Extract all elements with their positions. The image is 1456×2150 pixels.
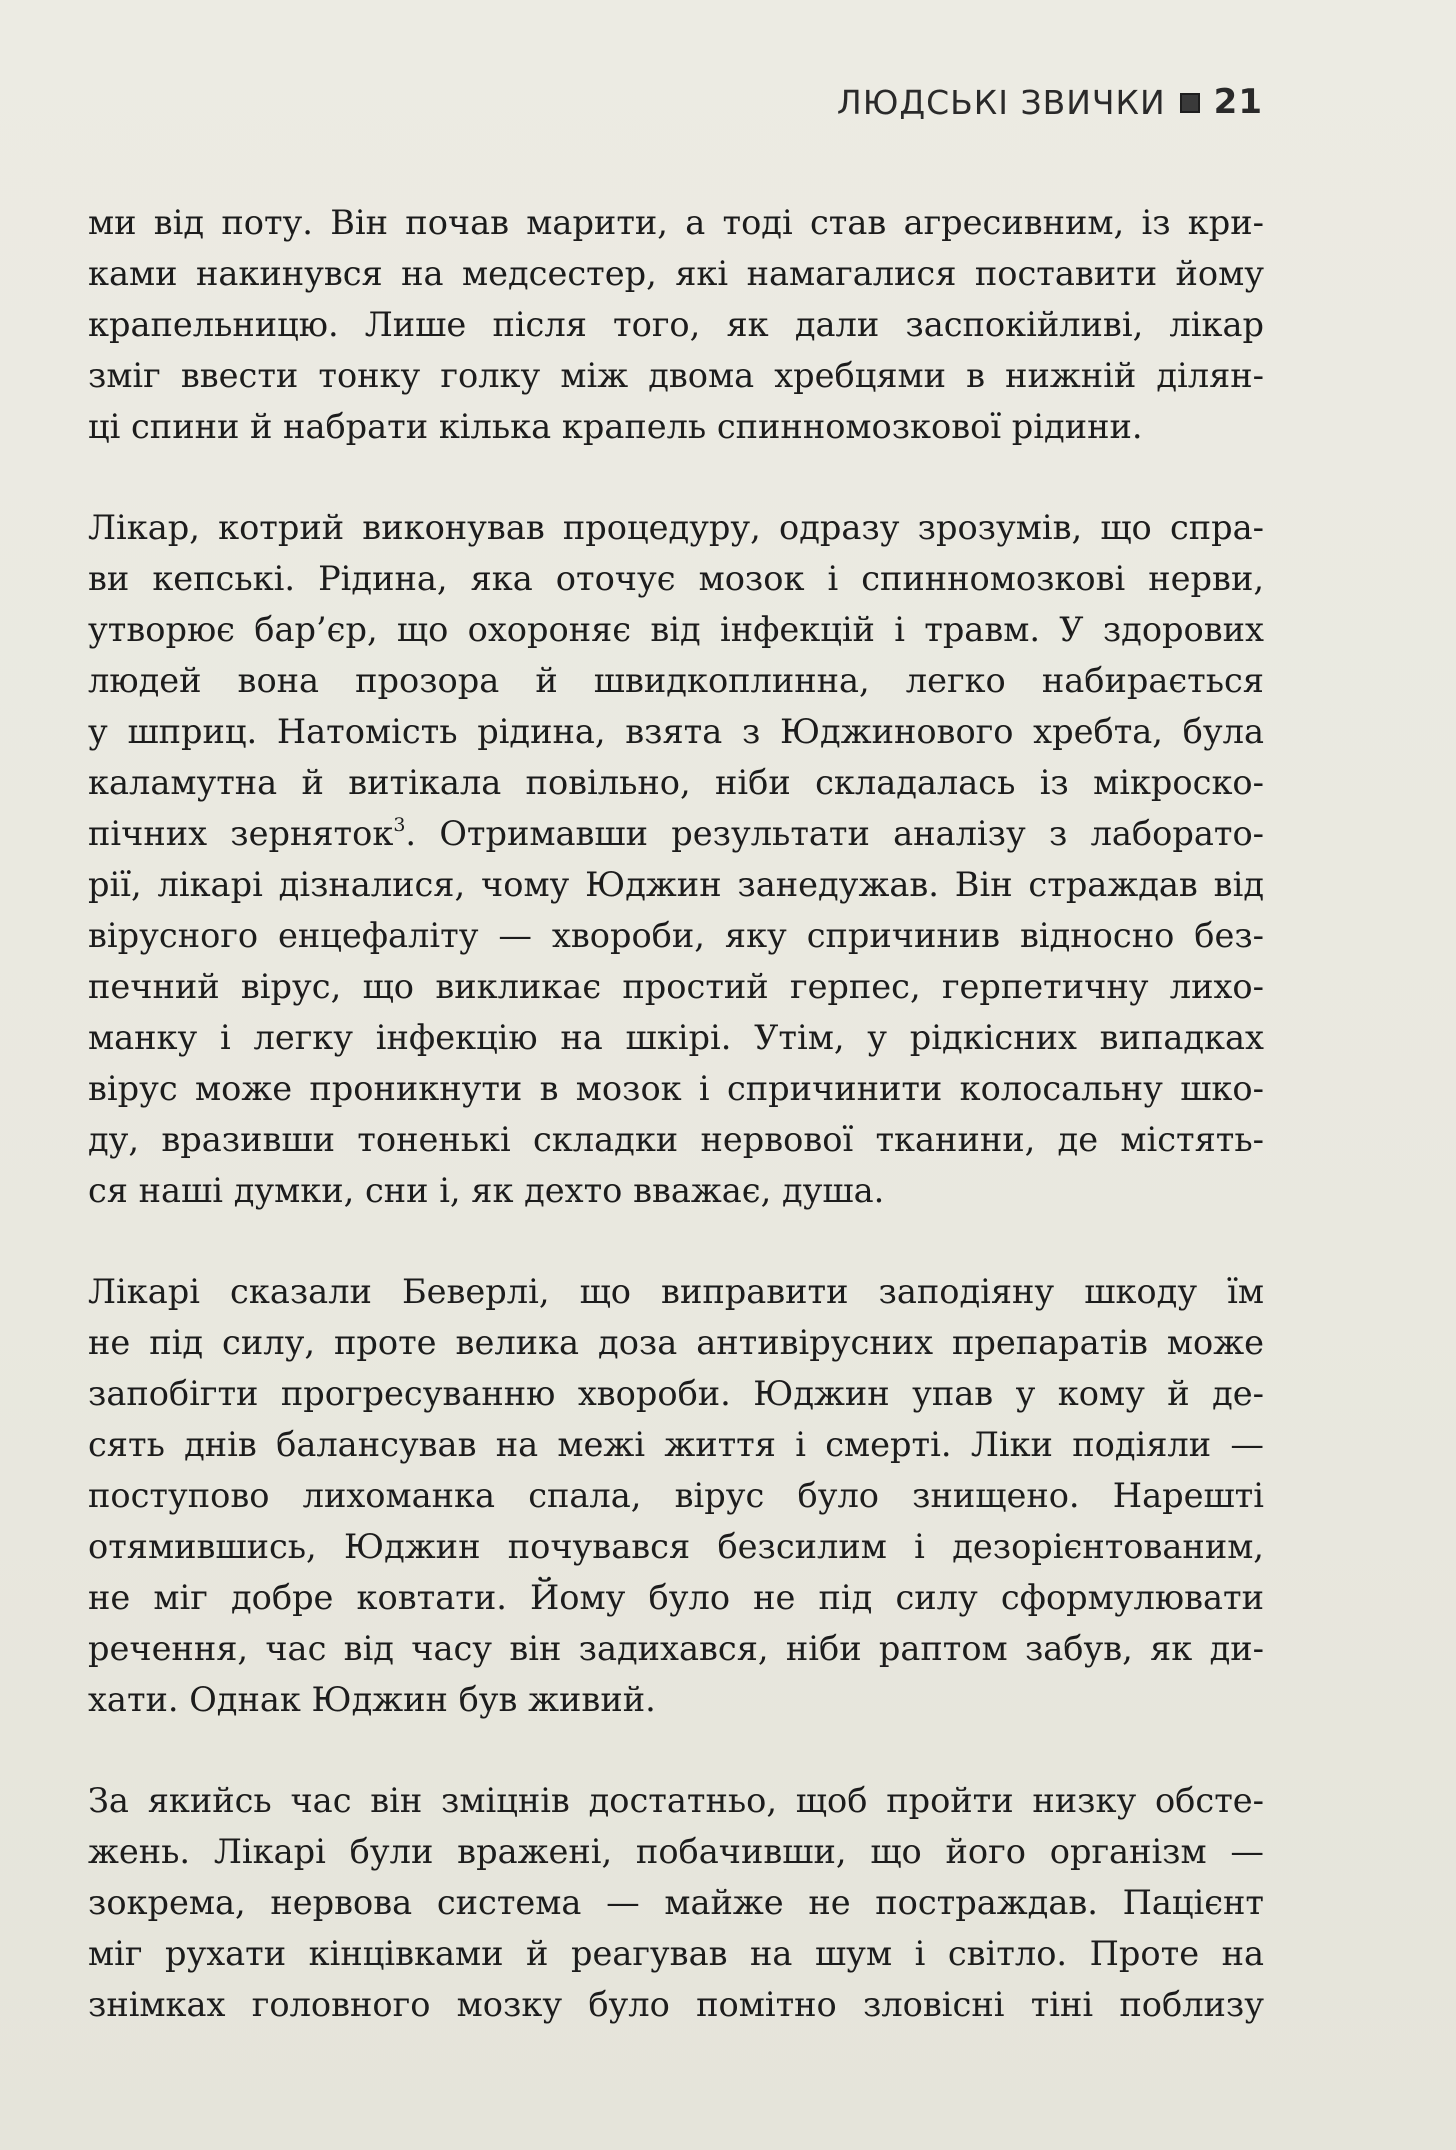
text-line: крапельницю. Лише після того, як дали заспокійливі, лікар [88, 305, 1264, 344]
text-segment: пічних зерняток [88, 814, 394, 853]
text-line: хати. Однак Юджин був живий. [88, 1680, 656, 1719]
text-line: у шприц. Натомість рідина, взята з Юджинового хребта, була [88, 712, 1264, 751]
text-line: поступово лихоманка спала, вірус було знищено. Нарешті [88, 1476, 1264, 1515]
text-line: рії, лікарі дізналися, чому Юджин занедужав. Він страждав від [88, 865, 1264, 904]
running-header [837, 82, 1263, 122]
text-line: ми від поту. Він почав марити, а тоді став агресивним, із кри- [88, 203, 1264, 242]
text-line: ся наші думки, сни і, як дехто вважає, душа. [88, 1171, 885, 1210]
text-line: За якийсь час він зміцнів достатньо, щоб пройти низку обсте- [88, 1781, 1264, 1820]
text-line: речення, час від часу він задихався, ніби раптом забув, як ди- [88, 1629, 1264, 1668]
square-icon [1180, 93, 1200, 113]
footnote-marker[interactable]: 3 [393, 814, 406, 836]
text-line: ду, вразивши тоненькі складки нервової тканини, де містять- [88, 1120, 1264, 1159]
text-line: не під силу, проте велика доза антивірусних препаратів може [88, 1323, 1264, 1362]
running-title: ЛЮДСЬКІ ЗВИЧКИ [836, 82, 1166, 122]
text-line: знімках головного мозку було помітно зловісні тіні поблизу [88, 1985, 1264, 2024]
body-text [88, 197, 1264, 2080]
text-line: вірусного енцефаліту — хвороби, яку спричинив відносно без- [88, 916, 1264, 955]
paragraph [88, 1775, 1264, 2030]
text-line: людей вона прозора й швидкоплинна, легко набирається [88, 661, 1264, 700]
paragraph [88, 1266, 1264, 1725]
text-line: ви кепські. Рідина, яка оточує мозок і спинномозкові нерви, [88, 559, 1264, 598]
text-line: зокрема, нервова система — майже не постраждав. Пацієнт [88, 1883, 1264, 1922]
text-line: печний вірус, що викликає простий герпес, герпетичну лихо- [88, 967, 1264, 1006]
text-line-with-footnote [88, 808, 1264, 859]
text-line: не міг добре ковтати. Йому було не під силу сформулювати [88, 1578, 1264, 1617]
text-line: міг рухати кінцівками й реагував на шум і світло. Проте на [88, 1934, 1264, 1973]
text-segment: . Отримавши результати аналізу з лаборато- [405, 814, 1265, 853]
text-line: каламутна й витікала повільно, ніби складалась із мікроско- [88, 763, 1264, 802]
text-line: сять днів балансував на межі життя і смерті. Ліки подіяли — [88, 1425, 1264, 1464]
paragraph [88, 502, 1264, 1216]
text-line: ками накинувся на медсестер, які намагалися поставити йому [88, 254, 1264, 293]
text-line: зміг ввести тонку голку між двома хребцями в нижній ділян- [88, 356, 1264, 395]
text-line: запобігти прогресуванню хвороби. Юджин упав у кому й де- [88, 1374, 1264, 1413]
text-line: Лікар, котрий виконував процедуру, одразу зрозумів, що спра- [88, 508, 1264, 547]
text-line: отямившись, Юджин почувався безсилим і дезорієнтованим, [88, 1527, 1264, 1566]
text-line: манку і легку інфекцію на шкірі. Утім, у рідкісних випадках [88, 1018, 1264, 1057]
text-line: Лікарі сказали Беверлі, що виправити заподіяну шкоду їм [88, 1272, 1264, 1311]
text-line: жень. Лікарі були вражені, побачивши, що його організм — [88, 1832, 1264, 1871]
text-line: вірус може проникнути в мозок і спричинити колосальну шко- [88, 1069, 1264, 1108]
text-line: утворює бар’єр, що охороняє від інфекцій і травм. У здорових [88, 610, 1264, 649]
page-number: 21 [1213, 82, 1263, 122]
paragraph [88, 197, 1264, 452]
text-line: ці спини й набрати кілька крапель спинномозкової рідини. [88, 407, 1143, 446]
